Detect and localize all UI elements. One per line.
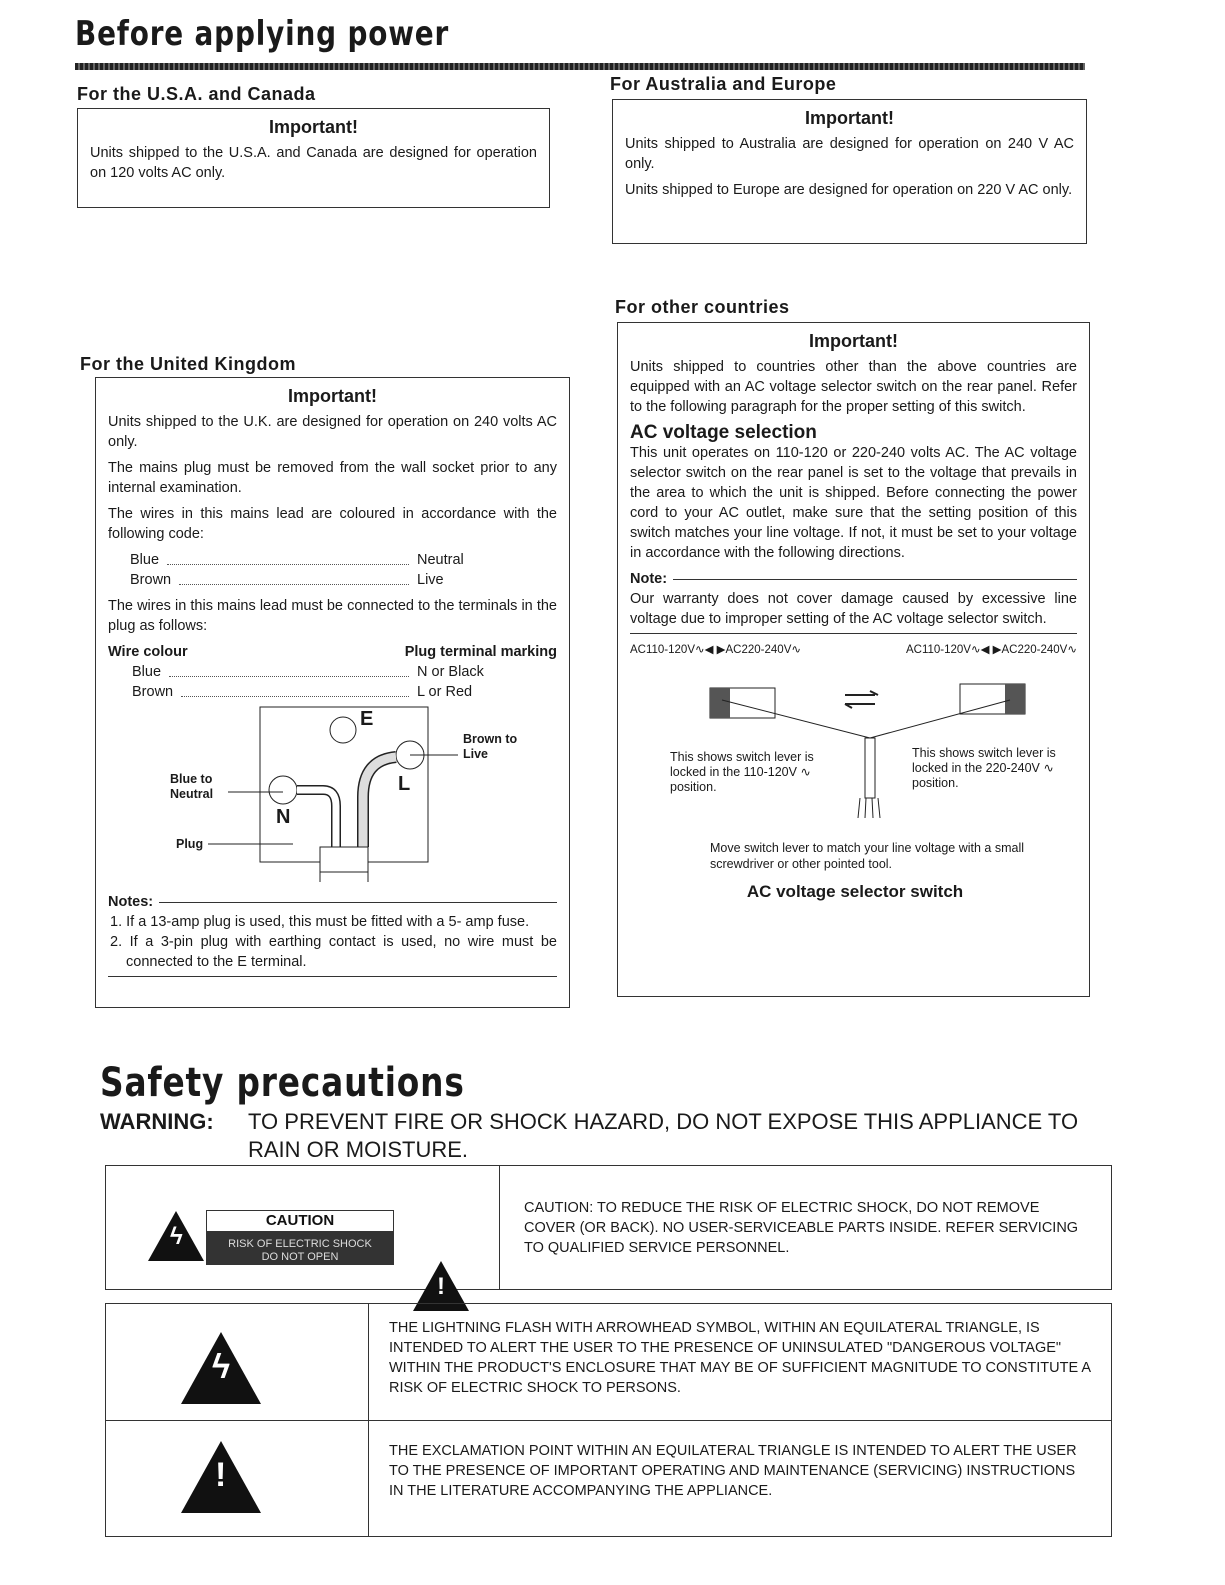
col-marking: Plug terminal marking [404,644,557,660]
other-text-2: This unit operates on 110-120 or 220-240 volts AC. The AC voltage selector switch on the rear panel is set to the voltage that prevails in the area to which the unit is shipped. Before connecting the power cord to your AC outlet, make sure that the setting position of this switch matches your line voltage. If not, it must be set to your voltage in accordance with the following directions. [630,445,1077,561]
other-heading: For other countries [615,297,790,317]
page-title: Before applying power [75,14,450,54]
usa-box [77,108,550,208]
code-row [108,570,557,590]
uk-text-4: The wires in this mains lead must be connected to the terminals in the plug as follows: [108,598,557,634]
note-item: 2. If a 3-pin plug with earthing contact is used, no wire must be connected to the E terminal. [108,932,557,977]
lightning-triangle-icon: ϟ [148,1211,204,1261]
code: Neutral [417,552,464,568]
uk-box [95,377,570,1008]
caution-text: CAUTION: TO REDUCE THE RISK OF ELECTRIC SHOCK, DO NOT REMOVE COVER (OR BACK). NO USER-SERVICEABLE PARTS INSIDE. REFER SERVICING TO QUALIFIED SERVICE PERSONNEL. [524,1200,1079,1256]
aus-box [612,99,1087,244]
warning-text: TO PREVENT FIRE OR SHOCK HAZARD, DO NOT EXPOSE THIS APPLIANCE TO RAIN OR MOISTURE. [248,1109,1079,1162]
usa-text: Units shipped to the U.S.A. and Canada are designed for operation on 120 volts AC only. [90,145,537,181]
marking: L or Red [417,684,473,700]
caution-sub: RISK OF ELECTRIC SHOCK DO NOT OPEN [228,1238,372,1263]
terminal-e: E [360,708,374,730]
marking-header [108,642,557,662]
code: Live [417,572,444,588]
plug-label: Plug [176,837,204,851]
blue-to-neutral-label: Blue to Neutral [170,772,214,801]
safety-title: Safety precautions [100,1060,465,1106]
wire: Blue [132,664,162,680]
exclamation-triangle-icon: ! [413,1261,469,1311]
title-divider [75,63,1085,70]
wire: Brown [132,684,174,700]
switch-drawing [630,670,1080,820]
note-item: 1. If a 13-amp plug is used, this must be fitted with a 5- amp fuse. [110,914,530,930]
usa-heading: For the U.S.A. and Canada [77,84,316,104]
brown-to-live-label: Brown to Live [463,732,518,761]
other-text-1: Units shipped to countries other than the above countries are equipped with an AC voltage selector switch on the rear panel. Refer to the following paragraph for the proper setting of this switch. [630,359,1077,415]
marking-row [108,662,557,682]
note-label: Note: [630,571,668,587]
switch-diagram [630,640,1077,930]
exclamation-triangle-icon: ! [181,1441,261,1513]
exclamation-text: THE EXCLAMATION POINT WITHIN AN EQUILATERAL TRIANGLE IS INTENDED TO ALERT THE USER TO THE PRESENCE OF IMPORTANT OPERATING AND MAINTENANCE (SERVICING) INSTRUCTIONS IN THE LITERATURE ACCOMPANYING THE APPLIANCE. [389,1443,1077,1499]
lightning-triangle-icon: ϟ [181,1332,261,1404]
terminal-n: N [276,806,291,828]
terminal-l: L [398,773,411,795]
diagram-caption: AC voltage selector switch [746,882,964,901]
caution-title: CAUTION [206,1210,394,1232]
marking: N or Black [417,664,484,680]
caution-text-cell [499,1165,1112,1290]
move-instruction: Move switch lever to match your line voltage with a small screwdriver or other pointed tool. [710,841,1025,871]
important-label: Important! [269,117,358,137]
ac-voltage-heading: AC voltage selection [630,422,817,443]
caption-220v: This shows switch lever is locked in the 220-240V ∿ position. [912,746,1056,790]
aus-text-2: Units shipped to Europe are designed for operation on 220 V AC only. [625,182,1073,198]
uk-text-3: The wires in this mains lead are coloured in accordance with the following code: [108,506,557,542]
caution-label-cell [105,1165,500,1300]
switch-label-right: AC110-120V∿◀ ▶AC220-240V∿ [905,644,1077,656]
note-text: Our warranty does not cover damage caused by excessive line voltage due to improper setting of the AC voltage selector switch. [630,589,1077,634]
important-label: Important! [809,331,898,351]
switch-labels [630,640,1077,660]
lightning-text-cell [368,1303,1112,1421]
warning [100,1108,1110,1164]
col-wire: Wire colour [108,644,188,660]
notes-label: Notes: [108,894,154,910]
other-box [617,322,1090,997]
uk-text-2: The mains plug must be removed from the wall socket prior to any internal examination. [108,460,557,496]
uk-heading: For the United Kingdom [80,354,296,374]
exclamation-icon-cell [105,1420,369,1537]
switch-label-left: AC110-120V∿◀ ▶AC220-240V∿ [630,644,802,656]
marking-row [108,682,557,702]
wire: Brown [130,572,172,588]
note-header [630,569,1077,589]
caution-label [206,1210,394,1265]
lightning-text: THE LIGHTNING FLASH WITH ARROWHEAD SYMBOL, WITHIN AN EQUILATERAL TRIANGLE, IS INTENDED TO ALERT THE USER TO THE PRESENCE OF UNINSULATED "DANGEROUS VOLTAGE" WITHIN THE PRODUCT'S ENCLOSURE THAT MAY BE OF SUFFICIENT MAGNITUDE TO CONSTITUTE A RISK OF ELECTRIC SHOCK TO PERSONS. [389,1320,1091,1396]
important-label: Important! [288,386,377,406]
uk-text-1: Units shipped to the U.K. are designed for operation on 240 volts AC only. [108,414,557,450]
notes-header [108,892,557,912]
exclamation-text-cell [368,1420,1112,1537]
aus-text-1: Units shipped to Australia are designed for operation on 240 V AC only. [625,136,1074,172]
caption-110v: This shows switch lever is locked in the 110-120V ∿ position. [670,750,814,794]
wire: Blue [130,552,160,568]
important-label: Important! [805,108,894,128]
code-row [108,550,557,570]
warning-label: WARNING: [100,1109,214,1134]
plug-diagram [108,702,557,892]
lightning-icon-cell [105,1303,369,1421]
aus-heading: For Australia and Europe [610,74,837,94]
